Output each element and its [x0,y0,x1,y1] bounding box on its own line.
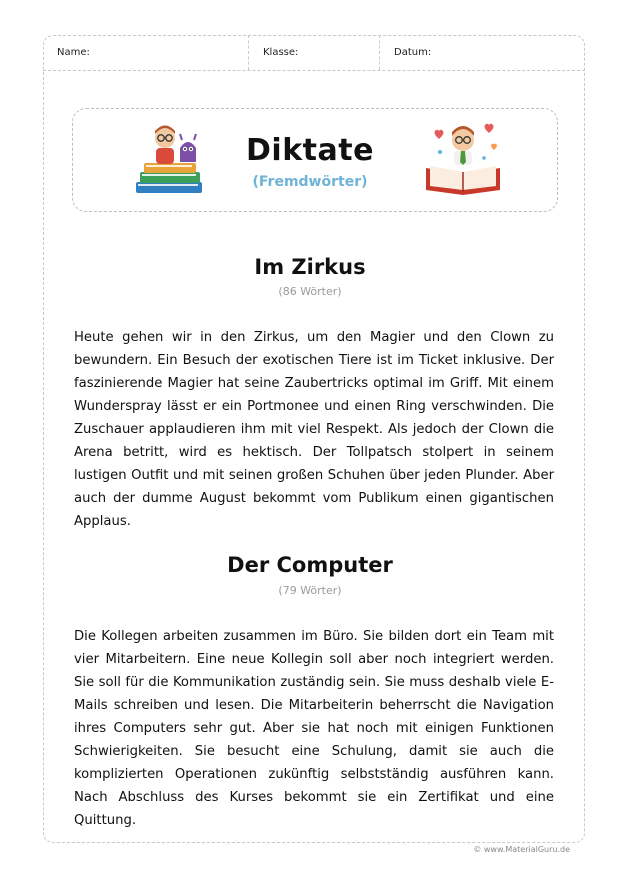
section-title-zirkus: Im Zirkus [254,255,366,279]
date-label: Datum: [394,47,432,58]
section-text-zirkus: Heute gehen wir in den Zirkus, um den Magier und den Clown zu bewundern. Ein Besuch der exotischen Tiere ist im Ticket inklusive. Der faszinierende Magier hat seine Zaubertricks optimal im Griff. Mit einem Wunderspray lässt er ein Portmonee und einen Ring verschwinden. Die Zuschauer applaudieren ihm mit viel Respekt. Als jedoch der Clown die Arena betritt, wird es hektisch. Der Tollpatsch stolpert in seinem lustigen Outfit und mit seinen großen Schuhen über jeden Plunder. Aber auch der dumme August bekommt vom Publikum einen gigantischen Applaus. [74,330,554,529]
footer-copyright: © www.MaterialGuru.de [473,845,570,854]
header-fields [43,35,585,71]
date-field[interactable] [380,35,585,70]
class-field[interactable] [249,35,380,70]
class-label: Klasse: [263,47,299,58]
section-word-count-zirkus: (86 Wörter) [278,285,342,298]
boy-with-open-book-illustration [420,118,506,196]
section-title-computer: Der Computer [227,553,393,577]
name-label: Name: [57,47,90,58]
name-field[interactable] [43,35,249,70]
section-text-computer: Die Kollegen arbeiten zusammen im Büro. Sie bilden dort ein Team mit vier Mitarbeitern. Eine neue Kollegin soll aber noch integriert werden. Sie soll für die Kommunikation zuständig sein. Sie muss deshalb viele E-Mails schreiben und lesen. Die Mitarbeiterin beherrscht die Navigation ihres Computers sehr gut. Aber sie hat noch mit einigen Funktionen Schwierigkeiten. Sie besucht eine Schulung, damit sie auch die komplizierten Operationen zukünftig selbstständig ausführen kann. Nach Abschluss des Kurses bekommt sie ein Zertifikat und eine Quittung. [74,629,554,828]
page-subtitle: (Fremdwörter) [252,174,368,190]
section-word-count-computer: (79 Wörter) [278,584,342,597]
page-title: Diktate [246,133,374,168]
